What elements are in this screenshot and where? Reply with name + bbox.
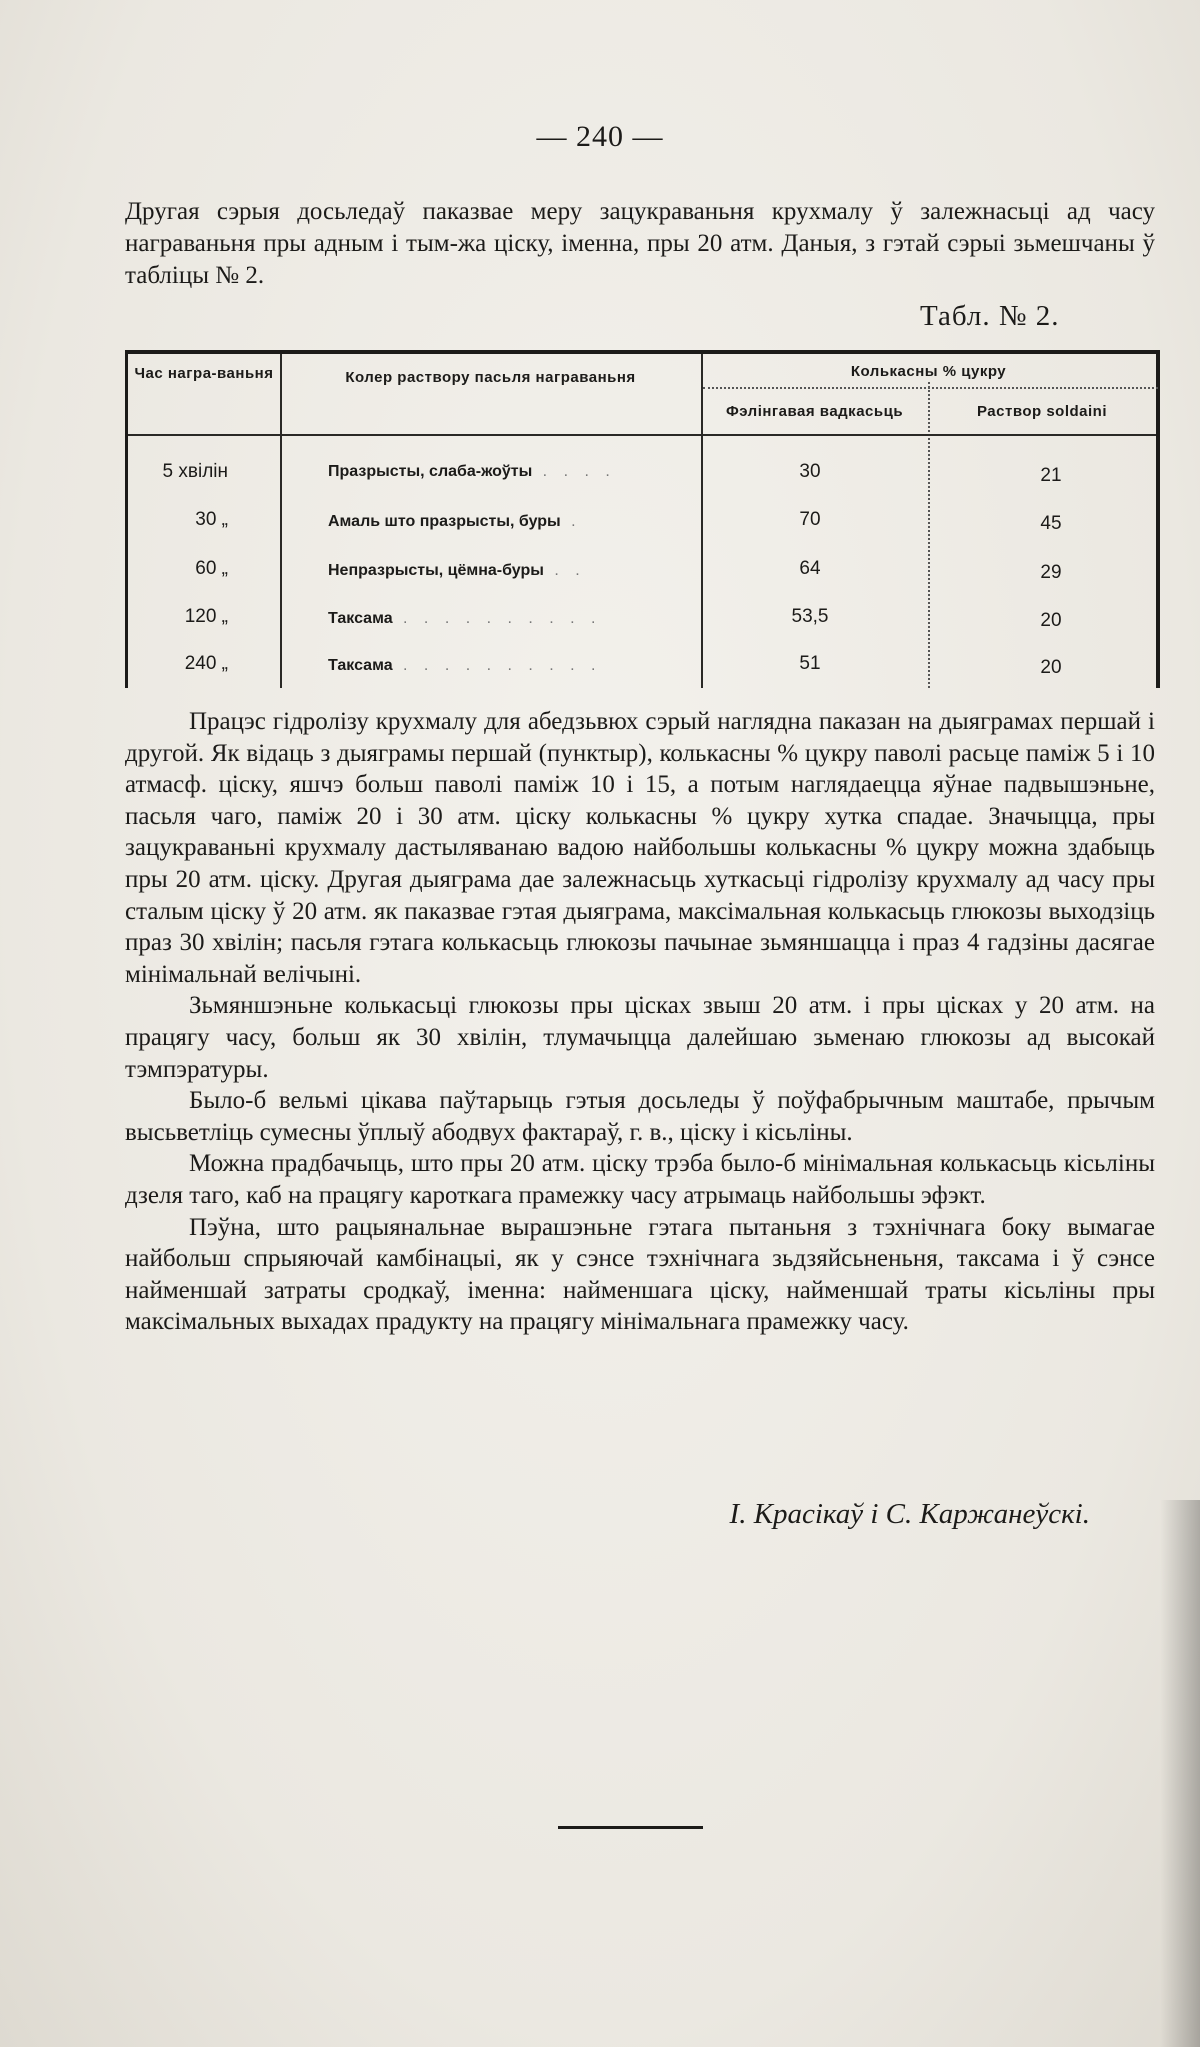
table-column-rule (928, 382, 930, 688)
paragraph: Зьмяншэньне колькасьці глюкозы пры цісках звыш 20 атм. і пры цісках у 20 атм. на працягу часу, больш як 30 хвілін, тлумачыцца далейшаю зьменаю глюкозы ад высокай тэмпэратуры. (125, 992, 1155, 1083)
row-soldaini-value: 20 (1040, 610, 1062, 631)
data-table (125, 350, 1160, 688)
end-rule (558, 1826, 703, 1829)
row-soldaini-value: 29 (1040, 562, 1062, 583)
row-time: 60 „ (195, 558, 228, 579)
author-signature: І. Красікаў і С. Каржанеўскі. (729, 1498, 1090, 1530)
table-column-rule (280, 354, 282, 688)
row-fehling-value: 51 (799, 653, 821, 674)
paragraph: Можна прадбачыць, што пры 20 атм. ціску трэба было-б мінімальная колькасьць кісьліны дзеля таго, каб на працягу кароткага прамежку часу атрымаць найбольшы эфэкт. (125, 1150, 1155, 1209)
body-text (125, 706, 1155, 1338)
paragraph: Пэўна, што рацыянальнае вырашэньне гэтага пытаньня з тэхнічнага боку вымагае найбольш спрыяючай камбінацыі, як у сэнсе тэхнічнага зьдзяйсьненьня, таксама і ў сэнсе найменшай затраты сродкаў, іменна: найменшага ціску, найменшай траты кісьліны пры максімальных выхадах прадукту на працягу мінімальнага прамежку часу. (125, 1213, 1155, 1336)
row-time: 5 хвілін (162, 461, 228, 482)
row-color: Празрысты, слаба-жоўты . . . . (328, 463, 616, 480)
paragraph: Працэс гідролізу крухмалу для абедзьвюх сэрый нагляднa паказан на дыяграмах першай і другой. Як відаць з дыяграмы першай (пунктыр), колькасны % цукру паволі расьце паміж 5 і 10 атмасф. ціску, яшчэ больш паволі паміж 10 і 15, а потым наглядаецца яўнае падвышэньне, пасьля чаго, паміж 20 і 30 атм. ціску колькасны % цукру хутка спадае. Значыцца, пры зацукраваньні крухмалу дастыляванаю вадою найбольшы колькасны % цукру можна здабыць пры 20 атм. ціску. Другая дыяграма дае залежнасьць хуткасьці гідролізу крухмалу ад часу пры сталым ціску ў 20 атм. як паказвае гэтая дыяграма, максімальная колькасьць глюкозы выходзіць праз 30 хвілін; пасьля гэтага колькасьць глюкозы пачынае зьмяншацца і праз 4 гадзіны дасягае мінімальнай велічыні. (125, 708, 1155, 988)
header-time: Час награ-ваньня (134, 365, 274, 382)
row-soldaini-value: 45 (1040, 513, 1062, 534)
row-fehling-value: 30 (799, 461, 821, 482)
row-color: Непразрысты, цёмна-буры . . (328, 562, 586, 579)
row-color: Амаль што празрысты, буры . (328, 513, 582, 530)
paragraph: Было-б вельмі цікава паўтарыць гэтыя досьледы ў поўфабрычным маштабе, прычым высьветліць сумесны ўплыў абодвух фактараў, г. в., ціску і кісьліны. (125, 1087, 1155, 1146)
intro-paragraph: Другая сэрыя досьледаў паказвае меру зацукраваньня крухмалу ў залежнасьці ад часу награваньня пры адным і тым-жа ціску, іменна, пры 20 атм. Даныя, з гэтай сэрыі зьмешчаны ў табліцы № 2. (125, 198, 1155, 289)
row-time: 30 „ (195, 509, 228, 530)
row-time: 240 „ (184, 653, 228, 674)
table-header-rule (703, 387, 1158, 389)
row-fehling-value: 53,5 (791, 606, 829, 627)
row-soldaini-value: 21 (1040, 465, 1062, 486)
row-soldaini-value: 20 (1040, 657, 1062, 678)
header-soldaini: Раствор soldaini (976, 403, 1108, 420)
row-color: Таксама . . . . . . . . . . (328, 657, 602, 674)
row-fehling-value: 64 (799, 558, 821, 579)
table-header-rule (128, 434, 1156, 436)
row-fehling-value: 70 (799, 509, 821, 530)
row-color: Таксама . . . . . . . . . . (328, 610, 602, 627)
header-fehling: Фэлінгавая вадкасьць (725, 403, 904, 420)
header-color: Колер раствору пасьля награваньня (345, 369, 636, 386)
row-time: 120 „ (184, 606, 228, 627)
page-edge-shadow (1160, 1500, 1200, 2047)
table-caption: Табл. № 2. (920, 300, 1060, 332)
page-number: — 240 — (536, 120, 664, 153)
header-sugar-group: Колькасны % цукру (850, 363, 1007, 380)
